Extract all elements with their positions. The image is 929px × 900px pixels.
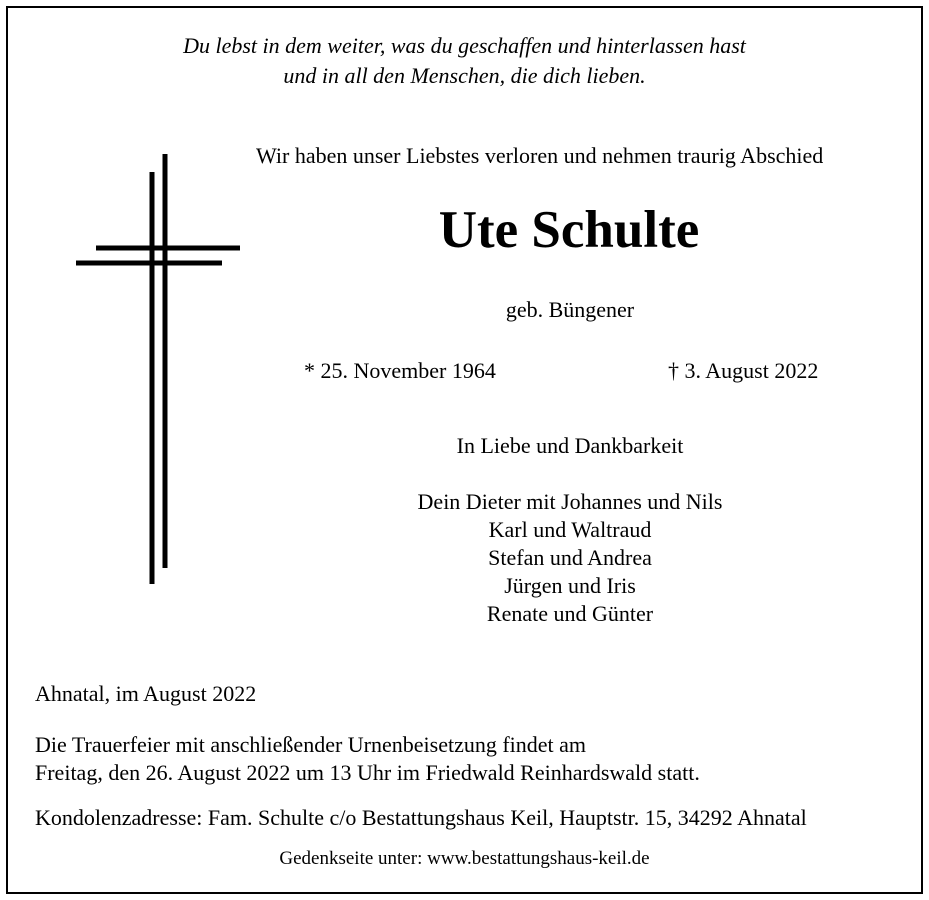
birth-date: * 25. November 1964: [304, 358, 496, 383]
place-date: Ahnatal, im August 2022: [35, 681, 257, 706]
ceremony-line-2: Freitag, den 26. August 2022 um 13 Uhr im Friedwald Reinhardswald statt.: [35, 760, 700, 785]
condolence-address: Kondolenzadresse: Fam. Schulte c/o Bestattungshaus Keil, Hauptstr. 15, 34292 Ahnatal: [35, 805, 807, 830]
family-member: Jürgen und Iris: [504, 573, 636, 598]
death-date: † 3. August 2022: [668, 358, 819, 383]
cross-icon: [70, 150, 250, 590]
family-list: [370, 488, 770, 628]
intro-text: Wir haben unser Liebstes verloren und nehmen traurig Abschied: [256, 143, 824, 168]
family-member: Stefan und Andrea: [488, 545, 652, 570]
birth-name: geb. Büngener: [505, 297, 635, 322]
family-member: Renate und Günter: [486, 601, 654, 626]
quote-line-2: und in all den Menschen, die dich lieben.: [283, 63, 646, 88]
quote-line-1: Du lebst in dem weiter, was du geschaffen und hinterlassen hast: [183, 33, 746, 58]
ceremony-info: [35, 731, 700, 787]
deceased-name: Ute Schulte: [438, 201, 700, 259]
closing-text: In Liebe und Dankbarkeit: [456, 433, 684, 458]
family-member: Dein Dieter mit Johannes und Nils: [417, 489, 723, 514]
memorial-page-link[interactable]: Gedenkseite unter: www.bestattungshaus-keil.de: [279, 848, 650, 869]
ceremony-line-1: Die Trauerfeier mit anschließender Urnenbeisetzung findet am: [35, 732, 587, 757]
family-member: Karl und Waltraud: [488, 517, 652, 542]
